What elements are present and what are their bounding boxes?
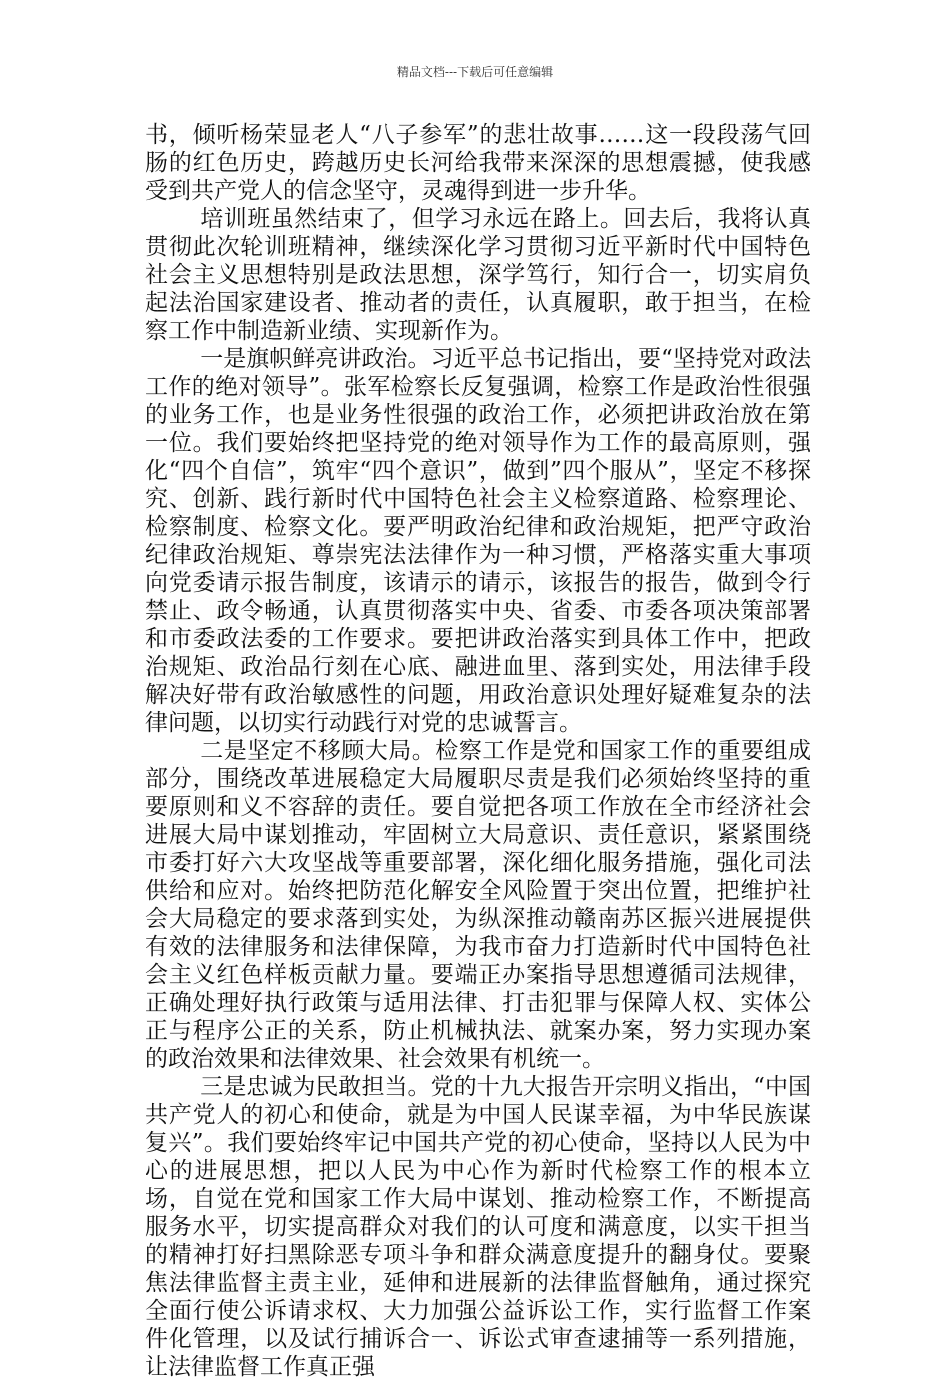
paragraph-training-summary: 培训班虽然结束了，但学习永远在路上。回去后，我将认真贯彻此次轮训班精神，继续深化学习贯彻习近平新时代中国特色社会主义思想特别是政法思想，深学笃行，知行合一，切实肩负起法治国家建设者、推动者的责任，认真履职，敢于担当，在检察工作中制造新业绩、实现新作为。 (145, 206, 811, 344)
paragraph-point-one-politics: 一是旗帜鲜亮讲政治。习近平总书记指出，要“坚持党对政法工作的绝对领导”。张军检察长反复强调，检察工作是政治性很强的业务工作，也是业务性很强的政治工作，必须把讲政治放在第一位。我们要始终把坚持党的绝对领导作为工作的最高原则，强化“四个自信”，筑牢“四个意识”，做到”四个服从”，坚定不移探究、创新、践行新时代中国特色社会主义检察道路、检察理论、检察制度、检察文化。要严明政治纪律和政治规矩，把严守政治纪律政治规矩、尊崇宪法法律作为一种习惯，严格落实重大事项向党委请示报告制度，该请示的请示，该报告的报告，做到令行禁止、政令畅通，认真贯彻落实中央、省委、市委各项决策部署和市委政法委的工作要求。要把讲政治落实到具体工作中，把政治规矩、政治品行刻在心底、融进血里、落到实处，用法律手段解决好带有政治敏感性的问题，用政治意识处理好疑难复杂的法律问题，以切实行动践行对党的忠诚誓言。 (145, 346, 811, 736)
paragraph-continuation: 书，倾听杨荣显老人“八子参军”的悲壮故事……这一段段荡气回肠的红色历史，跨越历史长河给我带来深深的思想震撼，使我感受到共产党人的信念坚守，灵魂得到进一步升华。 (145, 122, 811, 204)
paragraph-point-three-serve-people: 三是忠诚为民敢担当。党的十九大报告开宗明义指出，“中国共产党人的初心和使命，就是为中国人民谋幸福，为中华民族谋复兴”。我们要始终牢记中国共产党的初心使命，坚持以人民为中心的进展思想，把以人民为中心作为新时代检察工作的根本立场，自觉在党和国家工作大局中谋划、推动检察工作，不断提高服务水平，切实提高群众对我们的认可度和满意度，以实干担当的精神打好扫黑除恶专项斗争和群众满意度提升的翻身仗。要聚焦法律监督主责主业，延伸和进展新的法律监督触角，通过探究全面行使公诉请求权、大力加强公益诉讼工作，实行监督工作案件化管理，以及试行捕诉合一、诉讼式审查逮捕等一系列措施，让法律监督工作真正强 (145, 1074, 811, 1380)
page-header: 精品文档---下载后可任意编辑 (396, 65, 554, 79)
document-body (145, 121, 811, 1381)
paragraph-point-two-overall-situation: 二是坚定不移顾大局。检察工作是党和国家工作的重要组成部分，围绕改革进展稳定大局履职尽责是我们必须始终坚持的重要原则和义不容辞的责任。要自觉把各项工作放在全市经济社会进展大局中谋划推动，牢固树立大局意识、责任意识，紧紧围绕市委打好六大攻坚战等重要部署，深化细化服务措施，强化司法供给和应对。始终把防范化解安全风险置于突出位置，把维护社会大局稳定的要求落到实处，为纵深推动赣南苏区振兴进展提供有效的法律服务和法律保障，为我市奋力打造新时代中国特色社会主义红色样板贡献力量。要端正办案指导思想遵循司法规律，正确处理好执行政策与适用法律、打击犯罪与保障人权、实体公正与程序公正的关系，防止机械执法、就案办案，努力实现办案的政治效果和法律效果、社会效果有机统一。 (145, 738, 811, 1072)
